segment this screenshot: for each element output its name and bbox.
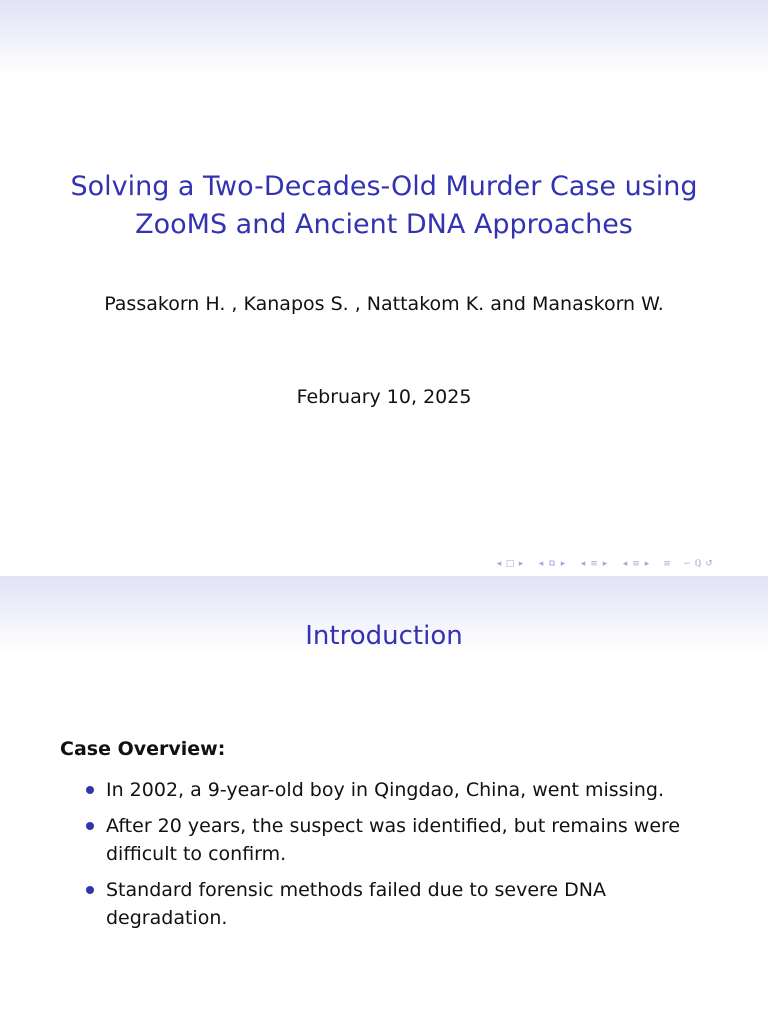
nav-back-icon[interactable]: ∽	[683, 559, 691, 569]
presentation-date: February 10, 2025	[296, 386, 472, 408]
header-gradient	[0, 0, 768, 78]
nav-frame-icon[interactable]: ⧉	[548, 559, 556, 569]
nav-subsection-icon[interactable]: ≡	[590, 559, 598, 569]
list-item-text: After 20 years, the suspect was identified, but remains were difficult to confirm.	[106, 815, 681, 865]
nav-slide-next-icon[interactable]: ▸	[518, 559, 524, 569]
introduction-slide	[0, 576, 768, 1024]
bullet-icon	[86, 786, 94, 794]
case-overview-list	[84, 776, 724, 940]
nav-section-next-icon[interactable]: ▸	[644, 559, 650, 569]
nav-frame-prev-icon[interactable]: ◂	[538, 559, 544, 569]
list-item	[84, 876, 724, 932]
bullet-icon	[86, 886, 94, 894]
nav-subsection-next-icon[interactable]: ▸	[602, 559, 608, 569]
nav-search-icon[interactable]: ℚ	[694, 559, 702, 569]
list-item	[84, 776, 724, 804]
presentation-title	[0, 168, 768, 244]
bullet-icon	[86, 822, 94, 830]
nav-section-icon[interactable]: ≡	[632, 559, 640, 569]
frame-title: Introduction	[305, 621, 463, 651]
list-item-text: In 2002, a 9-year-old boy in Qingdao, China, went missing.	[106, 779, 664, 801]
title-line-2: ZooMS and Ancient DNA Approaches	[135, 209, 633, 240]
nav-slide-icon[interactable]: □	[505, 559, 515, 569]
nav-section-prev-icon[interactable]: ◂	[622, 559, 628, 569]
case-overview-heading: Case Overview:	[60, 738, 226, 760]
nav-slide-prev-icon[interactable]: ◂	[496, 559, 502, 569]
authors-line: Passakorn H. , Kanapos S. , Nattakom K. and Manaskorn W.	[104, 293, 664, 315]
nav-document-icon[interactable]: ≡	[663, 559, 671, 569]
nav-subsection-prev-icon[interactable]: ◂	[580, 559, 586, 569]
list-item-text: Standard forensic methods failed due to severe DNA degradation.	[106, 879, 607, 929]
nav-forward-icon[interactable]: ↺	[705, 559, 713, 569]
list-item	[84, 812, 724, 868]
title-line-1: Solving a Two-Decades-Old Murder Case using	[70, 171, 698, 202]
nav-frame-next-icon[interactable]: ▸	[560, 559, 566, 569]
navigation-symbols	[494, 556, 714, 572]
